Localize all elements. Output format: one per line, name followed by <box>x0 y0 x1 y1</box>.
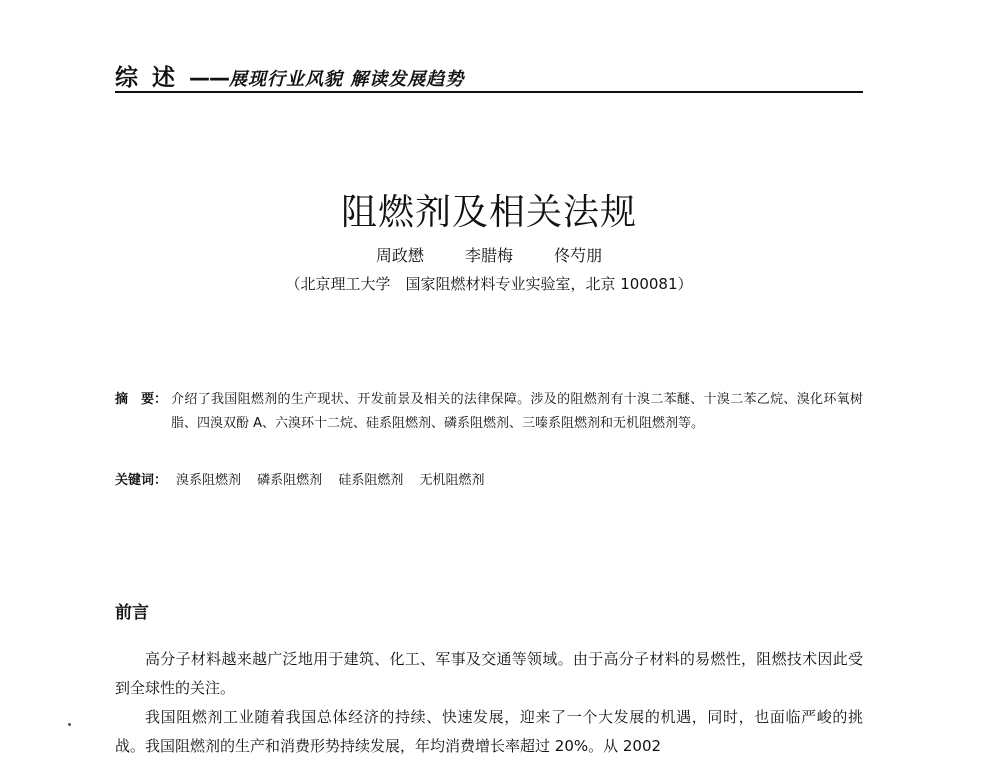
body-paragraph: 我国阻燃剂工业随着我国总体经济的持续、快速发展，迎来了一个大发展的机遇，同时，也面临严峻的挑战。我国阻燃剂的生产和消费形势持续发展，年均消费增长率超过 20%。从 2002 <box>115 708 863 755</box>
author-name: 李腊梅 <box>464 246 513 265</box>
author-name: 佟芍朋 <box>554 246 603 265</box>
running-header <box>115 53 863 93</box>
keyword: 无机阻燃剂 <box>419 473 485 488</box>
header-dash: —— <box>189 66 229 90</box>
keywords-list <box>176 469 484 488</box>
abstract-text: 介绍了我国阻燃剂的生产现状、开发前景及相关的法律保障。涉及的阻燃剂有十溴二苯醚、十溴二苯乙烷、溴化环氧树脂、四溴双酚 A、六溴环十二烷、硅系阻燃剂、磷系阻燃剂、三嗪系阻燃剂和无机阻燃剂等。 <box>171 392 863 431</box>
scan-speck <box>68 723 71 726</box>
keyword: 磷系阻燃剂 <box>257 473 323 488</box>
affiliation: （北京理工大学 国家阻燃材料专业实验室，北京 100081） <box>285 275 693 293</box>
header-topic: 展现行业风貌 解读发展趋势 <box>229 69 465 90</box>
header-section-label: 综述 <box>115 65 189 91</box>
keyword: 溴系阻燃剂 <box>176 473 242 488</box>
keywords-label: 关键词： <box>115 473 168 488</box>
body-paragraph: 高分子材料越来越广泛地用于建筑、化工、军事及交通等领域。由于高分子材料的易燃性，阻燃技术因此受到全球性的关注。 <box>115 650 863 697</box>
keyword: 硅系阻燃剂 <box>338 473 404 488</box>
paper-title: 阻燃剂及相关法规 <box>340 192 637 233</box>
running-header-text <box>115 59 464 92</box>
author-list <box>150 243 828 266</box>
abstract-label: 摘 要： <box>115 392 168 407</box>
author-name: 周政懋 <box>375 246 424 265</box>
section-heading: 前言 <box>115 603 149 623</box>
